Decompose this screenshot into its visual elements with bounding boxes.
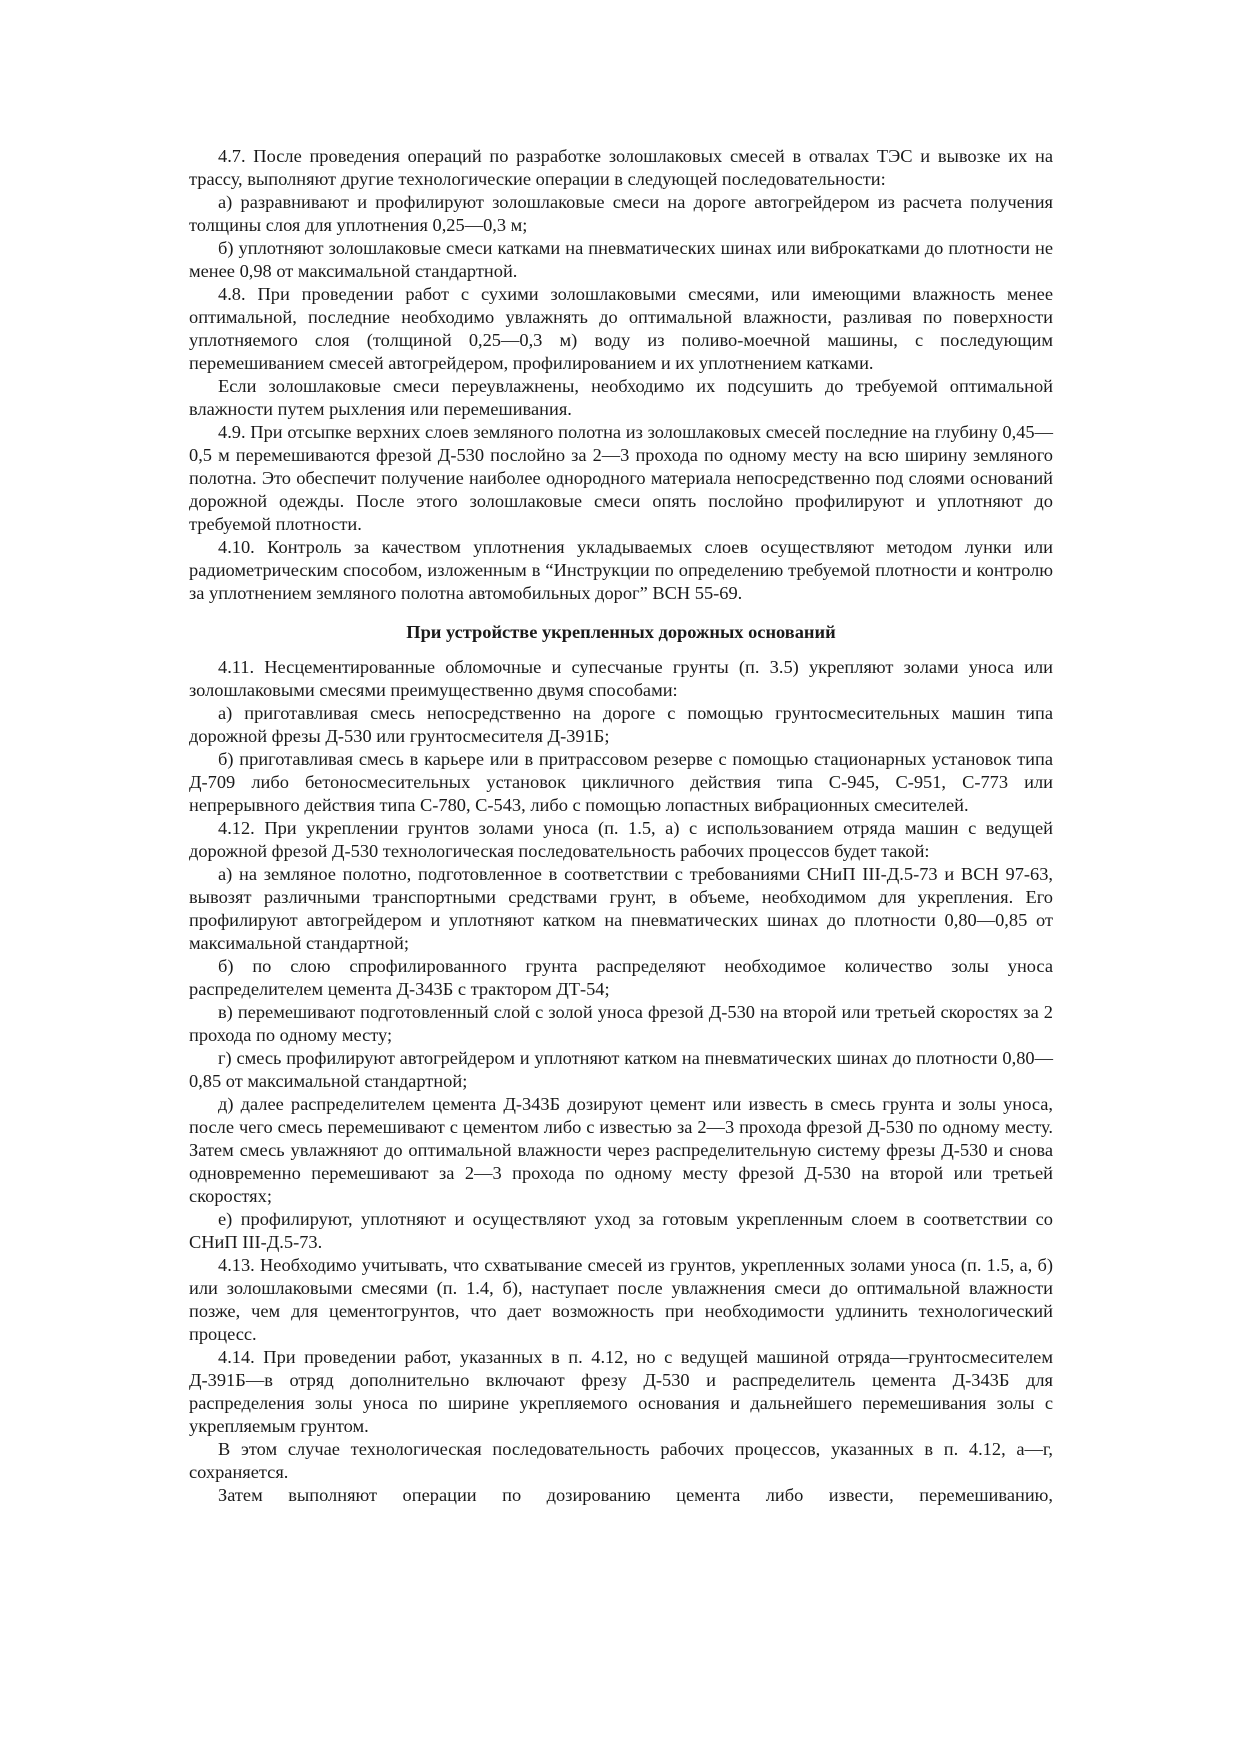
paragraph-4-8-note: Если золошлаковые смеси переувлажнены, необходимо их подсушить до требуемой оптимальной влажности путем рыхления или перемешивания.: [189, 376, 1053, 419]
paragraph-4-12-a: а) на земляное полотно, подготовленное в соответствии с требованиями СНиП III-Д.5-73 и ВСН 97-63, вывозят различными транспортными средствами грунт, в объеме, необходимом для укрепления. Его профилируют автогрейдером и уплотняют катком на пневматических шинах до плотности 0,80—0,85 от максимальной стандартной;: [189, 864, 1053, 953]
paragraph-4-7-a: а) разравнивают и профилируют золошлаковые смеси на дороге автогрейдером из расчета получения толщины слоя для уплотнения 0,25—0,3 м;: [189, 192, 1053, 235]
paragraph-4-9: 4.9. При отсыпке верхних слоев земляного полотна из золошлаковых смесей последние на глубину 0,45—0,5 м перемешиваются фрезой Д-530 послойно за 2—3 прохода по одному месту на всю ширину земляного полотна. Это обеспечит получение наиболее однородного материала непосредственно под слоями оснований дорожной одежды. После этого золошлаковые смеси опять послойно профилируют и уплотняют до требуемой плотности.: [189, 422, 1053, 534]
paragraph-4-14: 4.14. При проведении работ, указанных в п. 4.12, но с ведущей машиной отряда—грунтосмесителем Д-391Б—в отряд дополнительно включают фрезу Д-530 и распределитель цемента Д-343Б для распределения золы уноса по ширине укрепляемого основания и дальнейшего перемешивания золы с укрепляемым грунтом.: [189, 1347, 1053, 1436]
paragraph-4-12-e: е) профилируют, уплотняют и осуществляют уход за готовым укрепленным слоем в соответствии со СНиП III-Д.5-73.: [189, 1209, 1053, 1252]
paragraph-4-7-b: б) уплотняют золошлаковые смеси катками на пневматических шинах или виброкатками до плотности не менее 0,98 от максимальной стандартной.: [189, 238, 1053, 281]
document-page: [189, 145, 1053, 1507]
paragraph-4-12-b: б) по слою спрофилированного грунта распределяют необходимое количество золы уноса распределителем цемента Д-343Б с трактором ДТ-54;: [189, 956, 1053, 999]
paragraph-4-10: 4.10. Контроль за качеством уплотнения укладываемых слоев осуществляют методом лунки или радиометрическим способом, изложенным в “Инструкции по определению требуемой плотности и контролю за уплотнением земляного полотна автомобильных дорог” ВСН 55-69.: [189, 537, 1053, 603]
section-heading: При устройстве укрепленных дорожных оснований: [406, 622, 836, 642]
paragraph-4-11-a: а) приготавливая смесь непосредственно на дороге с помощью грунтосмесительных машин типа дорожной фрезы Д-530 или грунтосмесителя Д-391Б;: [189, 703, 1053, 746]
paragraph-4-13: 4.13. Необходимо учитывать, что схватывание смесей из грунтов, укрепленных золами уноса (п. 1.5, а, б) или золошлаковыми смесями (п. 1.4, б), наступает после увлажнения смеси до оптимальной влажности позже, чем для цементогрунтов, что дает возможность при необходимости удлинить технологический процесс.: [189, 1255, 1053, 1344]
paragraph-4-11: 4.11. Несцементированные обломочные и супесчаные грунты (п. 3.5) укрепляют золами уноса или золошлаковыми смесями преимущественно двумя способами:: [189, 657, 1053, 700]
paragraph-4-12-g: г) смесь профилируют автогрейдером и уплотняют катком на пневматических шинах до плотности 0,80—0,85 от максимальной стандартной;: [189, 1048, 1053, 1091]
paragraph-4-12-v: в) перемешивают подготовленный слой с золой уноса фрезой Д-530 на второй или третьей скоростях за 2 прохода по одному месту;: [189, 1002, 1053, 1045]
paragraph-4-14-continuation: Затем выполняют операции по дозированию цемента либо извести, перемешиванию,: [218, 1485, 1053, 1505]
paragraph-4-7: 4.7. После проведения операций по разработке золошлаковых смесей в отвалах ТЭС и вывозке их на трассу, выполняют другие технологические операции в следующей последовательности:: [189, 146, 1053, 189]
paragraph-4-8: 4.8. При проведении работ с сухими золошлаковыми смесями, или имеющими влажность менее оптимальной, последние необходимо увлажнять до оптимальной влажности, разливая по поверхности уплотняемого слоя (толщиной 0,25—0,3 м) воду из поливо-моечной машины, с последующим перемешиванием смесей автогрейдером, профилированием и их уплотнением катками.: [189, 284, 1053, 373]
paragraph-4-12-d: д) далее распределителем цемента Д-343Б дозируют цемент или известь в смесь грунта и золы уноса, после чего смесь перемешивают с цементом либо с известью за 2—3 прохода фрезой Д-530 по одному месту. Затем смесь увлажняют до оптимальной влажности через распределительную систему фрезы Д-530 и снова одновременно перемешивают за 2—3 прохода по одному месту фрезой Д-530 на второй или третьей скоростях;: [189, 1094, 1053, 1206]
paragraph-4-14-note: В этом случае технологическая последовательность рабочих процессов, указанных в п. 4.12, а—г, сохраняется.: [189, 1439, 1053, 1482]
paragraph-4-11-b: б) приготавливая смесь в карьере или в притрассовом резерве с помощью стационарных установок типа Д-709 либо бетоносмесительных установок цикличного действия типа С-945, С-951, С-773 или непрерывного действия типа С-780, С-543, либо с помощью лопастных вибрационных смесителей.: [189, 749, 1053, 815]
paragraph-4-12: 4.12. При укреплении грунтов золами уноса (п. 1.5, а) с использованием отряда машин с ведущей дорожной фрезой Д-530 технологическая последовательность рабочих процессов будет такой:: [189, 818, 1053, 861]
